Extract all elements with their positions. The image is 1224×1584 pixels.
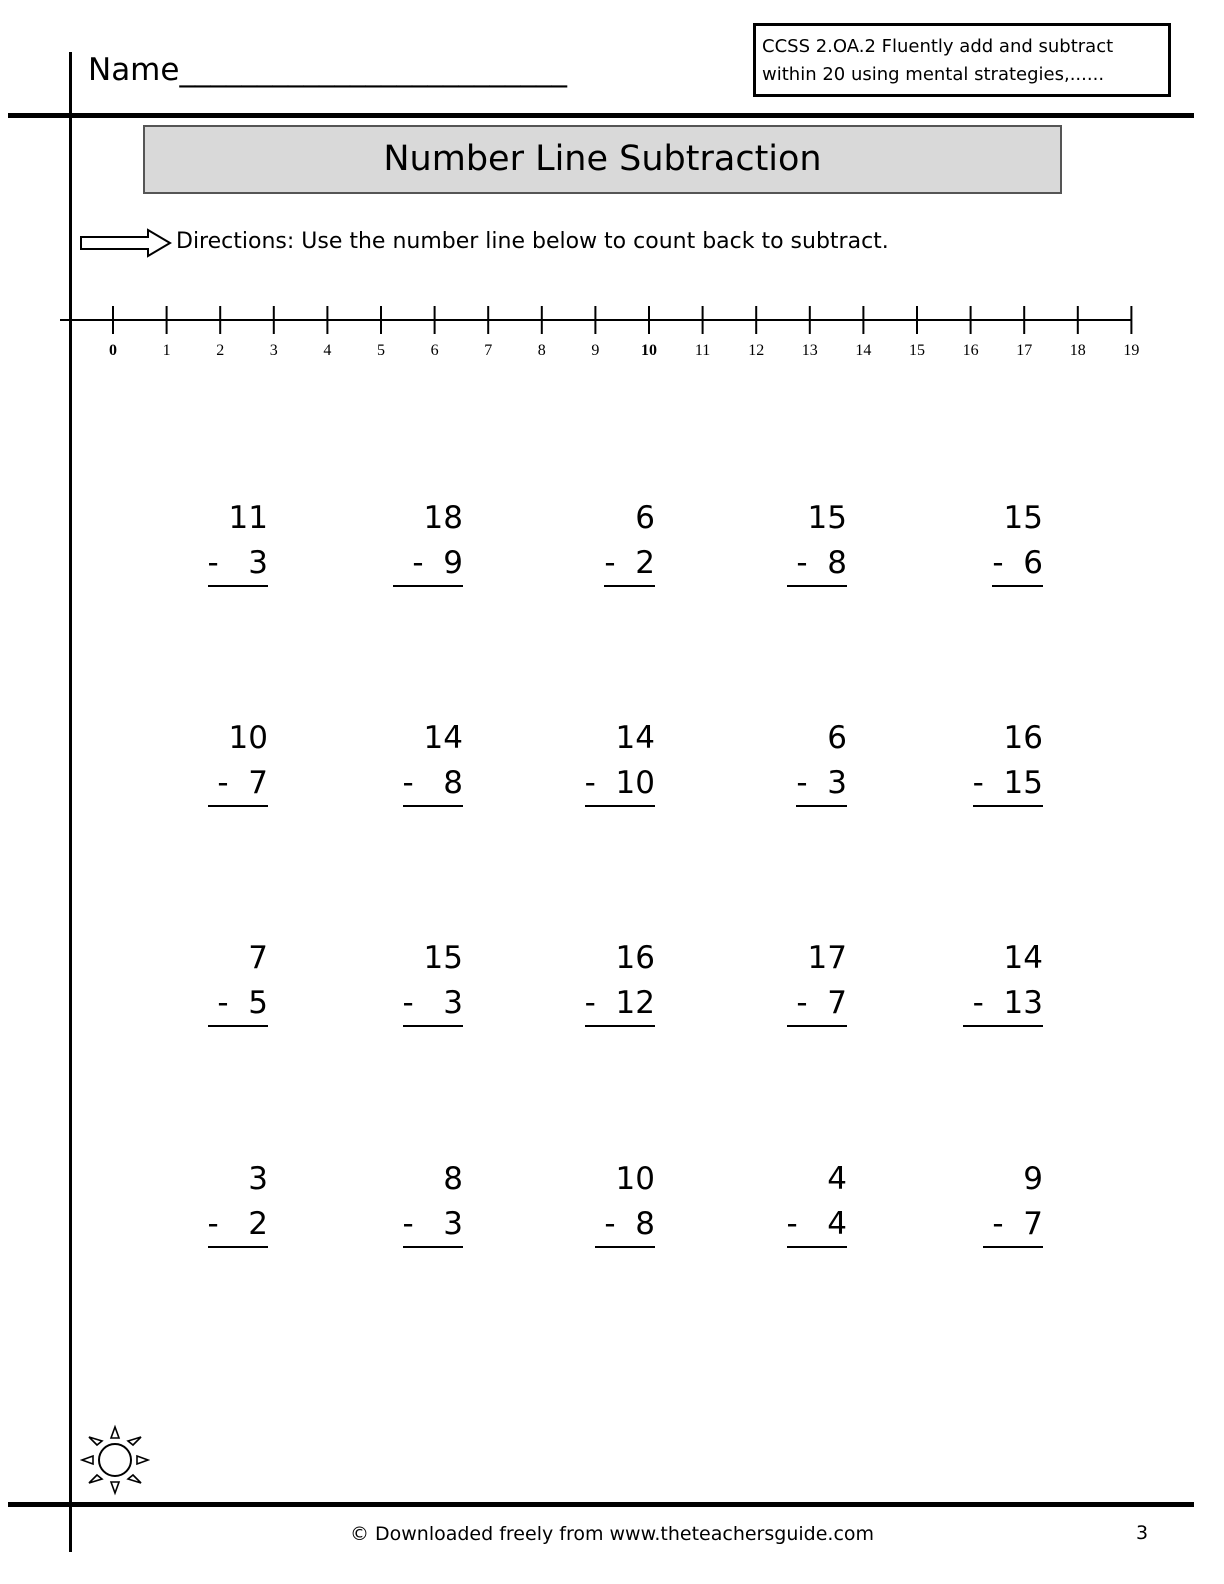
tick-label: 16 (962, 342, 979, 359)
tick-label: 18 (1069, 342, 1086, 359)
subtraction-problem (727, 498, 847, 598)
tick-label: 3 (269, 342, 278, 359)
minuend: 16 (1003, 720, 1043, 756)
subtrahend: - 3 (403, 1204, 463, 1248)
minuend: 18 (423, 500, 463, 536)
subtrahend: - 7 (208, 763, 268, 807)
page-number: 3 (1136, 1522, 1149, 1544)
subtraction-problem (727, 938, 847, 1038)
minuend: 8 (443, 1161, 463, 1197)
subtrahend: - 4 (787, 1204, 847, 1248)
tick-label: 19 (1123, 342, 1140, 359)
minuend: 6 (635, 500, 655, 536)
subtraction-problem (923, 1159, 1043, 1259)
minuend: 15 (1003, 500, 1043, 536)
standard-line-1: CCSS 2.OA.2 Fluently add and subtract (762, 36, 1114, 57)
standard-line-2: within 20 using mental strategies,...... (762, 64, 1105, 85)
number-line (0, 298, 1224, 368)
subtraction-problem (148, 498, 268, 598)
subtrahend: - 8 (595, 1204, 655, 1248)
minuend: 15 (807, 500, 847, 536)
minuend: 10 (228, 720, 268, 756)
sun-icon (80, 1424, 150, 1496)
subtrahend: - 3 (403, 983, 463, 1027)
subtrahend: - 2 (604, 543, 655, 587)
footer-divider (8, 1502, 1194, 1507)
subtrahend: - 10 (585, 763, 655, 807)
subtrahend: - 8 (787, 543, 847, 587)
tick-label: 9 (591, 342, 600, 359)
subtrahend: - 13 (963, 983, 1043, 1027)
subtraction-problem (343, 938, 463, 1038)
tick-label: 4 (323, 342, 332, 359)
minuend: 6 (827, 720, 847, 756)
subtraction-problem (535, 1159, 655, 1259)
subtraction-problem (148, 1159, 268, 1259)
tick-label: 11 (694, 342, 711, 359)
subtrahend: - 3 (208, 543, 268, 587)
tick-label: 6 (430, 342, 439, 359)
subtraction-problem (343, 718, 463, 818)
subtrahend: - 6 (992, 543, 1043, 587)
tick-label: 17 (1016, 342, 1033, 359)
subtraction-problem (923, 938, 1043, 1038)
standard-box (753, 23, 1171, 97)
subtraction-problem (727, 718, 847, 818)
tick-label: 8 (537, 342, 546, 359)
minuend: 14 (615, 720, 655, 756)
name-label: Name_________________________ (88, 52, 567, 88)
footer-credit: © Downloaded freely from www.theteachersguide.com (349, 1523, 875, 1545)
minuend: 17 (807, 940, 847, 976)
minuend: 14 (423, 720, 463, 756)
subtrahend: - 3 (796, 763, 847, 807)
subtraction-problem (535, 498, 655, 598)
subtraction-problem (148, 938, 268, 1038)
subtrahend: - 12 (585, 983, 655, 1027)
tick-label: 0 (109, 342, 117, 359)
right-arrow-icon (80, 228, 172, 258)
minuend: 4 (827, 1161, 847, 1197)
minuend: 7 (248, 940, 268, 976)
margin-line (69, 52, 72, 1552)
subtraction-problem (343, 498, 463, 598)
minuend: 11 (228, 500, 268, 536)
tick-label: 2 (216, 342, 225, 359)
tick-label: 1 (162, 342, 171, 359)
tick-label: 13 (801, 342, 818, 359)
subtrahend: - 5 (208, 983, 268, 1027)
subtraction-problem (923, 718, 1043, 818)
minuend: 9 (1023, 1161, 1043, 1197)
tick-label: 7 (484, 342, 493, 359)
minuend: 16 (615, 940, 655, 976)
subtraction-problem (343, 1159, 463, 1259)
tick-label: 15 (909, 342, 925, 359)
subtraction-problem (535, 718, 655, 818)
subtraction-problem (923, 498, 1043, 598)
subtraction-problem (148, 718, 268, 818)
subtraction-problem (727, 1159, 847, 1259)
subtrahend: - 9 (393, 543, 463, 587)
subtrahend: - 7 (983, 1204, 1043, 1248)
minuend: 14 (1003, 940, 1043, 976)
tick-label: 14 (855, 342, 872, 359)
tick-label: 5 (377, 342, 385, 359)
tick-label: 10 (641, 342, 657, 359)
minuend: 15 (423, 940, 463, 976)
minuend: 3 (248, 1161, 268, 1197)
subtraction-problem (535, 938, 655, 1038)
worksheet-title: Number Line Subtraction (143, 125, 1062, 194)
subtrahend: - 15 (973, 763, 1043, 807)
subtrahend: - 8 (403, 763, 463, 807)
tick-label: 12 (748, 342, 765, 359)
directions-text: Directions: Use the number line below to count back to subtract. (176, 229, 889, 254)
subtrahend: - 2 (208, 1204, 268, 1248)
subtrahend: - 7 (787, 983, 847, 1027)
header-divider (8, 113, 1194, 118)
minuend: 10 (615, 1161, 655, 1197)
